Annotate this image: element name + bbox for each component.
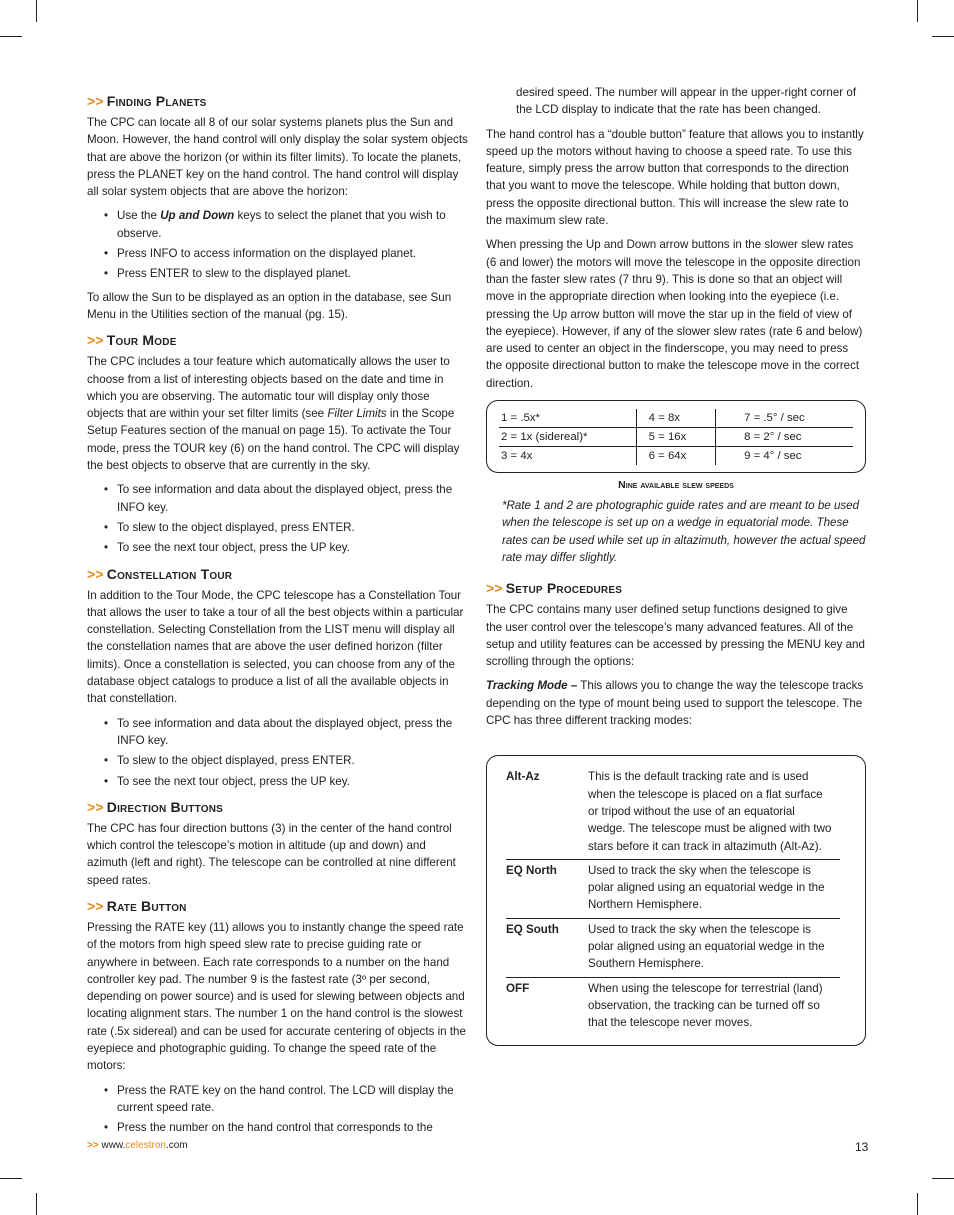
- section-heading: [87, 898, 468, 914]
- tracking-mode-description: When using the telescope for terrestrial (land) observation, the tracking can be turned off so that the telescope never moves.: [588, 981, 823, 1030]
- paragraph-text: in the Scope Setup Features section of the manual on page 15). To activate the Tour mode, press the TOUR key (6) on the hand control. The CPC will display the best objects to observe that are currently in the sky.: [87, 407, 460, 473]
- heading-text: Constellation Tour: [106, 565, 233, 582]
- section-heading: [87, 332, 468, 348]
- heading-text: Setup Procedures: [505, 580, 623, 597]
- emphasis: Tracking Mode –: [486, 679, 578, 693]
- list-item: • Press the number on the hand control that corresponds to the: [117, 1119, 468, 1136]
- tracking-mode-name: OFF: [506, 981, 530, 995]
- slew-footnote: *Rate 1 and 2 are photographic guide rates and are meant to be used when the telescope is set up on a wedge in equatorial mode. These rates can be used while set up in altazimuth, however the actual speed rate may differ slightly.: [502, 499, 866, 564]
- paragraph: [486, 677, 866, 729]
- heading-text: Finding Planets: [106, 93, 207, 109]
- heading-arrow: >>: [486, 580, 503, 597]
- slew-table-cell: 7 = .5° / sec: [716, 409, 853, 428]
- section-finding-planets: [87, 93, 468, 323]
- section-constellation-tour: [87, 566, 468, 790]
- slew-table-row: [499, 409, 853, 428]
- bullet-list: [87, 207, 468, 282]
- tracking-modes-table: [486, 755, 866, 1046]
- paragraph: In addition to the Tour Mode, the CPC telescope has a Constellation Tour that allows the user to take a tour of all the best objects within a particular constellation. Selecting Constellation from the LIST menu will display all the constellation names that are above the user defined horizon (filter limits). Once a constellation is selected, you can choose from any of the database object catalogs to produce a list of all the available objects in that constellation.: [87, 588, 464, 706]
- paragraph: The CPC has four direction buttons (3) in the center of the hand control which control the telescope’s motion in altitude (up and down) and azimuth (left and right). The telescope can be controlled at nine different speed rates.: [87, 821, 456, 887]
- crop-mark: [917, 0, 918, 22]
- section-direction-buttons: [87, 799, 468, 889]
- footer-arrow: >>: [87, 1140, 99, 1151]
- tracking-mode-name: EQ North: [506, 863, 557, 877]
- left-column: [87, 84, 468, 1143]
- list-item: • To see the next tour object, press the UP key.: [117, 773, 468, 790]
- footer-brand: celestron: [125, 1140, 166, 1151]
- slew-table-cell: 8 = 2° / sec: [716, 428, 853, 447]
- tracking-mode-description: Used to track the sky when the telescope is polar aligned using an equatorial wedge in the Southern Hemisphere.: [588, 922, 825, 971]
- section-heading: [87, 799, 468, 815]
- list-item: • Press ENTER to slew to the displayed planet.: [117, 265, 468, 282]
- tracking-mode-description: Used to track the sky when the telescope is polar aligned using an equatorial wedge in the Northern Hemisphere.: [588, 863, 825, 912]
- paragraph-text: This allows you to change the way the telescope tracks depending on the type of mount being used to support the telescope. The CPC has three different tracking modes:: [486, 679, 864, 728]
- paragraph-text: The CPC includes a tour feature which automatically allows the user to choose from a list of interesting objects based on the date and time in which you are observing. The automatic tour will display only those objects that are within your set filter limits (see: [87, 355, 450, 421]
- crop-mark: [36, 0, 37, 22]
- heading-arrow: >>: [87, 798, 104, 815]
- section-tour-mode: [87, 332, 468, 556]
- bullet-list: [87, 715, 468, 790]
- list-item-text: Use the: [117, 209, 161, 223]
- crop-mark: [0, 1178, 22, 1179]
- continued-list-item: desired speed. The number will appear in the upper-right corner of the LCD display to indicate that the rate has been changed.: [516, 86, 857, 117]
- paragraph: The hand control has a “double button” feature that allows you to instantly speed up the motors without having to choose a speed rate. To use this feature, simply press the arrow button that corresponds to the direction that you want to move the telescope. While holding that button down, press the opposite directional button. This will increase the slew rate to the maximum slew rate.: [486, 127, 864, 228]
- heading-text: Tour Mode: [106, 332, 177, 349]
- slew-table-cell: 5 = 16x: [636, 428, 715, 447]
- footer-url: [87, 1140, 188, 1151]
- bullet-list: [87, 1082, 468, 1137]
- list-item: • To see information and data about the displayed object, press the INFO key.: [117, 481, 468, 516]
- heading-arrow: >>: [87, 332, 104, 349]
- paragraph: [87, 353, 468, 474]
- section-heading: [87, 93, 468, 109]
- crop-mark: [932, 36, 954, 37]
- heading-arrow: >>: [87, 897, 104, 914]
- page-number: 13: [855, 1140, 869, 1154]
- slew-table-row: [499, 428, 853, 447]
- footer-www: www.: [98, 1140, 126, 1151]
- list-item: • To see information and data about the displayed object, press the INFO key.: [117, 715, 468, 750]
- slew-table-cell: 6 = 64x: [636, 447, 715, 466]
- paragraph: The CPC contains many user defined setup functions designed to give the user control over the telescope’s many advanced features. All of the setup and utility features can be accessed by pressing the MENU key and scrolling through the options:: [486, 603, 865, 669]
- slew-table-cell: 3 = 4x: [501, 450, 533, 463]
- paragraph: Pressing the RATE key (11) allows you to instantly change the speed rate of the motors from high speed slew rate to precise guiding rate or anywhere in between. Each rate corresponds to a number on the hand controller key pad. The number 9 is the fastest rate (3º per second, depending on power source) and is used for slewing between objects and locating alignment stars. The number 1 on the hand control is the slowest rate (.5x sidereal) and can be used for accurate centering of objects in the eyepiece and photographic guiding. To change the speed rate of the motors:: [87, 920, 466, 1073]
- heading-arrow: >>: [87, 93, 104, 109]
- section-setup-procedures: [486, 580, 866, 729]
- section-heading: [87, 566, 468, 582]
- paragraph: When pressing the Up and Down arrow buttons in the slower slew rates (6 and lower) the motors will move the telescope in the opposite direction than the faster slew rates (7 thru 9). This is done so that an object will move in the appropriate direction when looking into the eyepiece (i.e. pressing the Up arrow button will move the star up in the field of view of the eyepiece). However, if any of the slower slew rates (rate 6 and below) are used to center an object in the finderscope, you may need to press the opposite directional button to make the telescope move in the correct direction.: [486, 238, 863, 390]
- tracking-mode-description: This is the default tracking rate and is used when the telescope is placed on a flat surface or tripod without the use of an equatorial wedge. The telescope must be aligned with two stars before it can track in altazimuth (Alt-Az).: [588, 770, 832, 853]
- footer-tld: .com: [165, 1140, 188, 1151]
- list-item: [117, 207, 468, 242]
- paragraph: The CPC can locate all 8 of our solar systems planets plus the Sun and Moon. However, the hand control will only display the solar system objects that are above the horizon (or within its filter limits). To locate the planets, press the PLANET key on the hand control. The hand control will display all solar system objects that are above the horizon:: [87, 116, 468, 199]
- tracking-mode-name: Alt-Az: [506, 770, 540, 784]
- right-column: [486, 84, 866, 1046]
- bullet-list: [87, 481, 468, 556]
- slew-table-cell: 1 = .5x*: [499, 409, 636, 428]
- slew-table-row: [499, 447, 853, 466]
- crop-mark: [917, 1193, 918, 1215]
- tracking-mode-name: EQ South: [506, 922, 559, 936]
- paragraph: To allow the Sun to be displayed as an option in the database, see Sun Menu in the Utilities section of the manual (pg. 15).: [87, 290, 452, 321]
- tracking-mode-row: [506, 860, 840, 919]
- tracking-mode-row: [506, 766, 840, 859]
- list-item: • To slew to the object displayed, press ENTER.: [117, 752, 468, 769]
- section-rate-button: [87, 898, 468, 1137]
- list-item: • To see the next tour object, press the UP key.: [117, 539, 468, 556]
- crop-mark: [36, 1193, 37, 1215]
- slew-table-cell: 9 = 4° / sec: [716, 447, 853, 466]
- slew-table-cell: 4 = 8x: [636, 409, 715, 428]
- emphasis: Up and Down: [160, 209, 235, 223]
- tracking-mode-row: [506, 919, 840, 978]
- list-item: • To slew to the object displayed, press ENTER.: [117, 519, 468, 536]
- slew-table-cell: 2 = 1x (sidereal)*: [499, 428, 636, 447]
- tracking-mode-row: [506, 978, 840, 1036]
- crop-mark: [932, 1178, 954, 1179]
- emphasis: Filter Limits: [327, 407, 387, 421]
- slew-table: [499, 409, 853, 465]
- slew-table-body: [499, 409, 853, 465]
- list-item: • Press INFO to access information on the displayed planet.: [117, 245, 468, 262]
- section-heading: [486, 580, 866, 596]
- crop-mark: [0, 36, 22, 37]
- heading-arrow: >>: [87, 565, 104, 582]
- heading-text: Rate Button: [106, 897, 187, 914]
- slew-table-caption: Nine available slew speeds: [618, 479, 734, 492]
- slew-speed-table: [486, 400, 866, 473]
- list-item: • Press the RATE key on the hand control. The LCD will display the current speed rate.: [117, 1082, 468, 1117]
- heading-text: Direction Buttons: [106, 798, 223, 815]
- list-item-text: keys to select the planet that you wish to observe.: [117, 209, 446, 240]
